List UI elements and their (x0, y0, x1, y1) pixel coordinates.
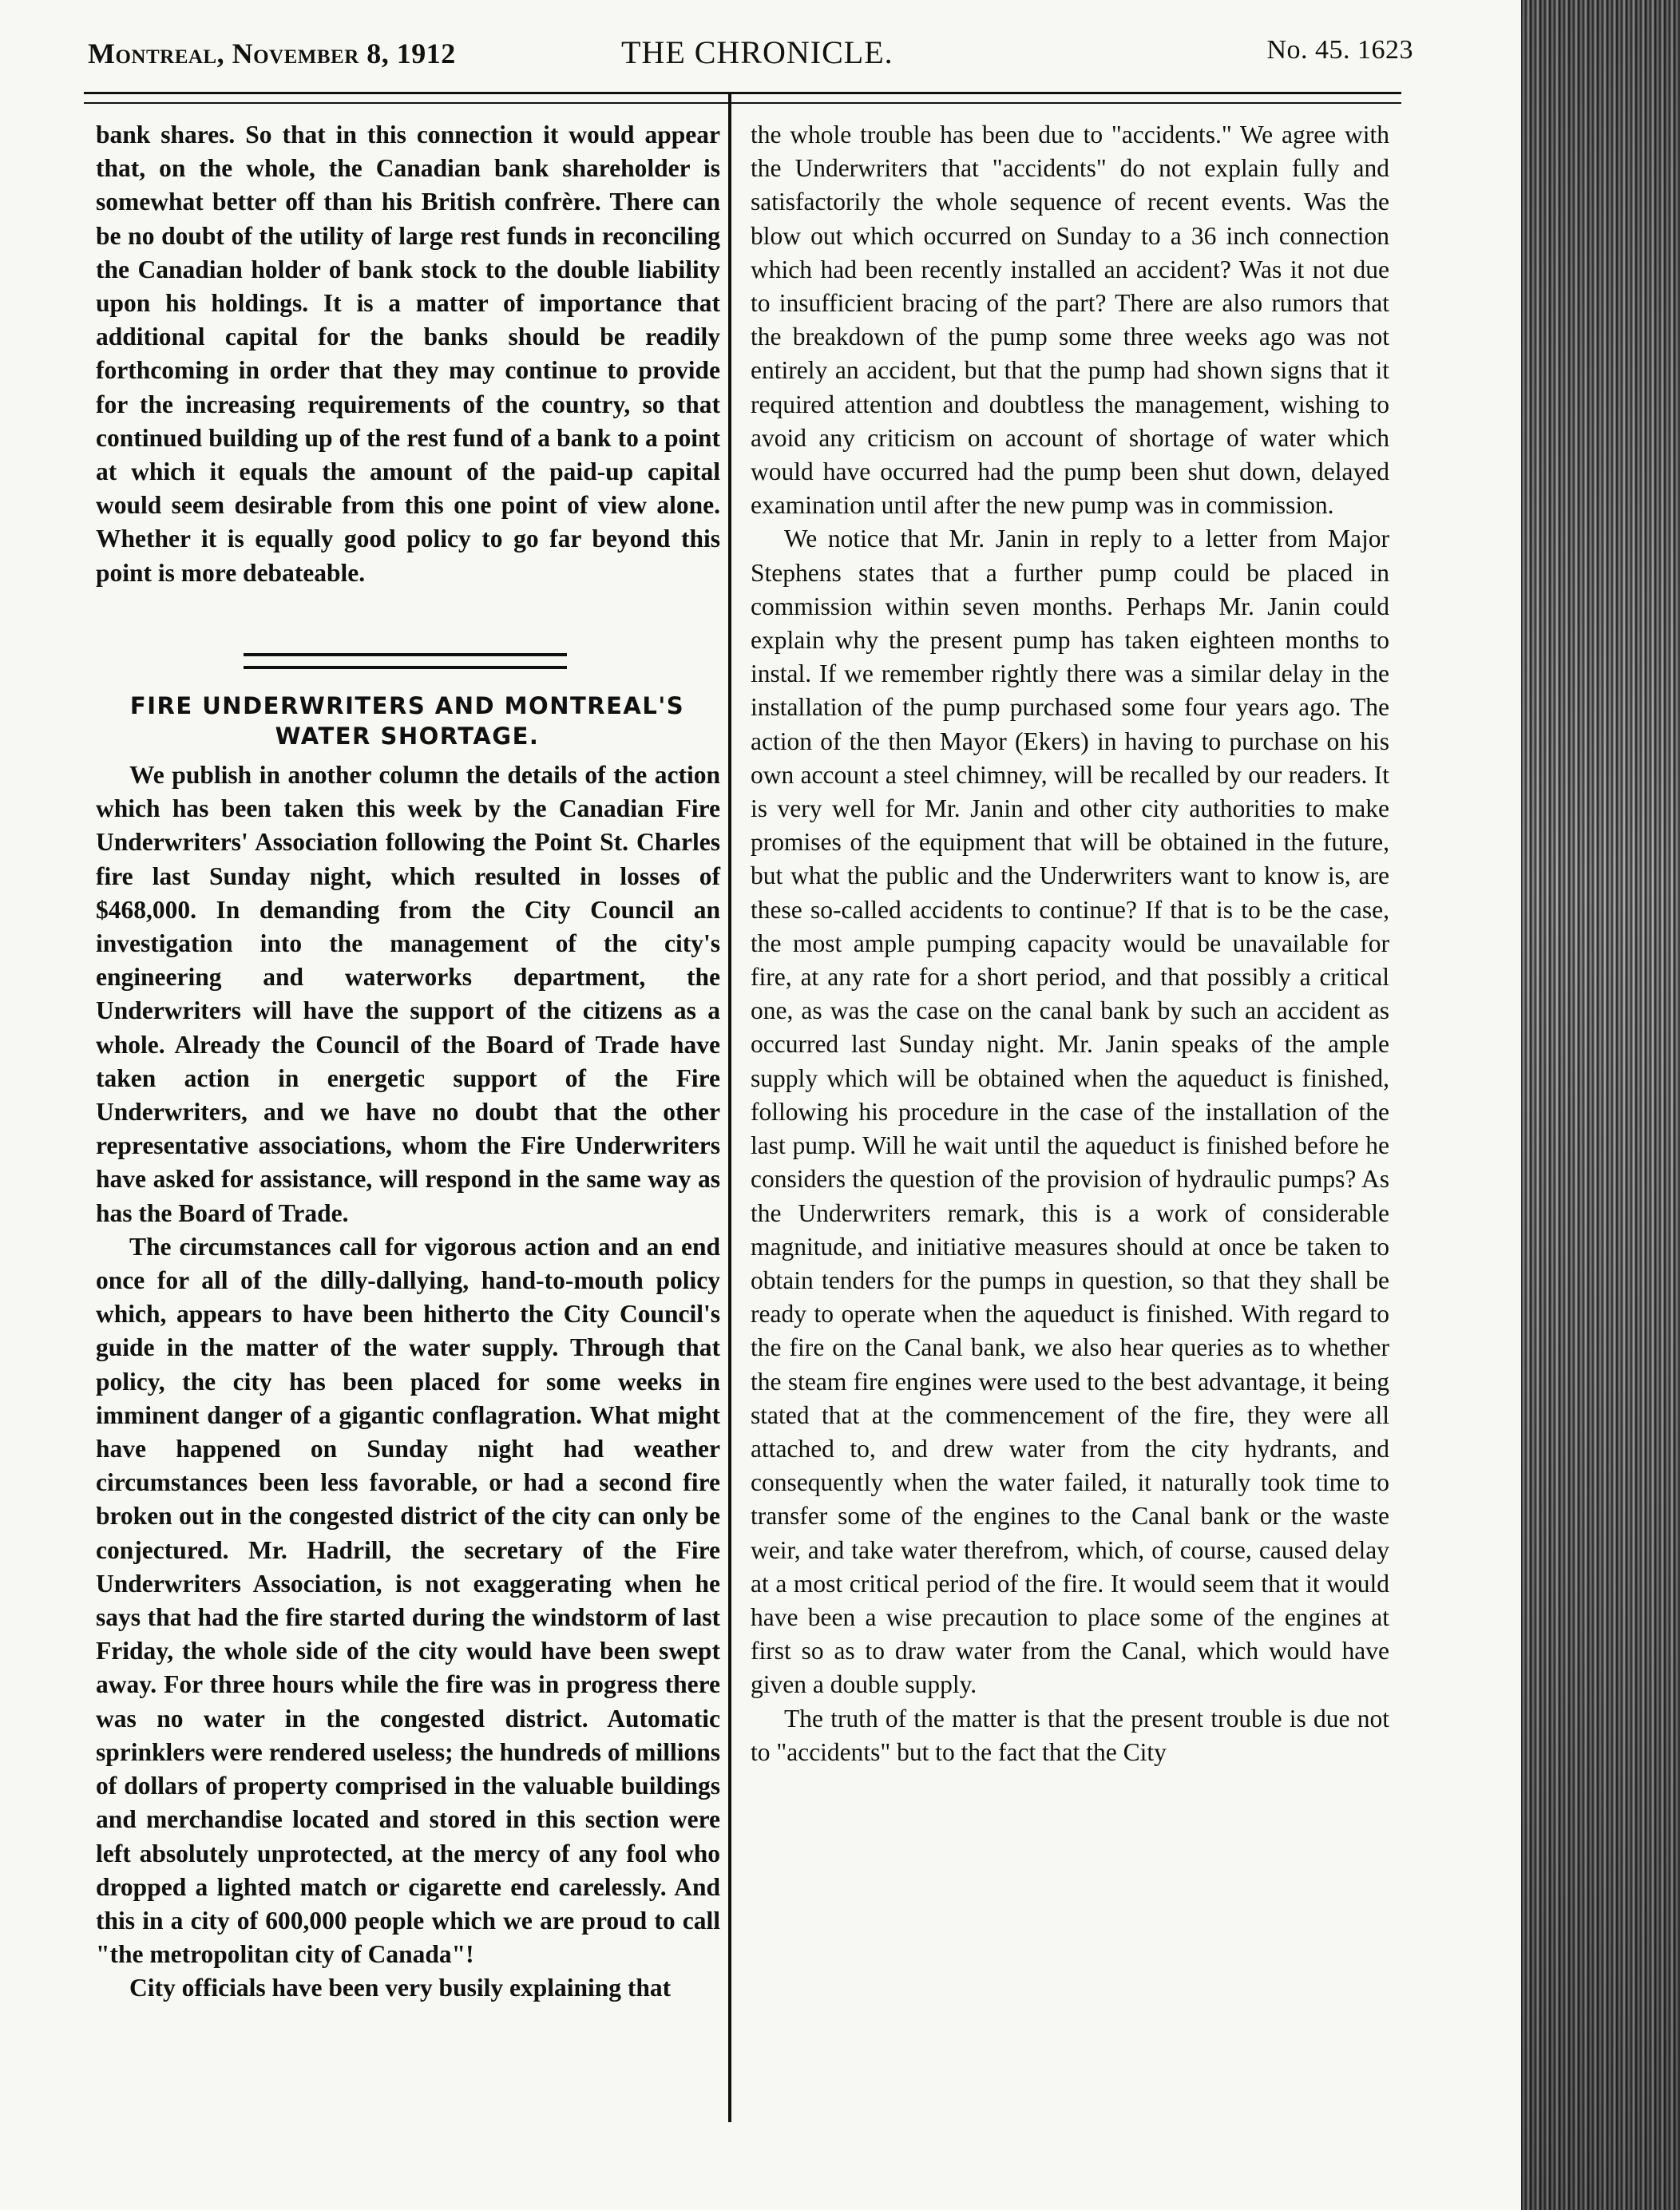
article-paragraph: The truth of the matter is that the present trouble is due not to "accidents" but to the fact that the City (751, 1704, 1389, 1766)
section-divider-rule (244, 653, 567, 669)
book-page-edges (1521, 0, 1680, 2210)
column-divider (728, 94, 731, 2122)
article-paragraph: The circumstances call for vigorous action and an end once for all of the dilly-dallying, hand-to-mouth policy which, appears to have been hitherto the City Council's guide in the matter of the water supply. Through that policy, the city has been placed for some weeks in imminent danger of a gigantic conflagration. What might have happened on Sunday night had weather circumstances been less favorable, or had a second fire broken out in the congested district of the city can only be conjectured. Mr. Hadrill, the secretary of the Fire Underwriters Association, is not exaggerating when he says that had the fire started during the windstorm of last Friday, the whole side of the city would have been swept away. For three hours while the fire was in progress there was no water in the congested district. Automatic sprinklers were rendered useless; the hundreds of millions of dollars of property comprised in the valuable buildings and merchandise located and stored in this section were left absolutely unprotected, at the mercy of any fool who dropped a lighted match or cigarette end carelessly. And this in a city of 600,000 people which we are proud to call "the metropolitan city of Canada"! (96, 1232, 720, 1969)
publication-title: THE CHRONICLE. (621, 34, 893, 70)
article-headline (112, 691, 703, 751)
article-paragraph: the whole trouble has been due to "accidents." We agree with the Underwriters that "accidents" do not explain fully and satisfactorily the whole sequence of recent events. Was the blow out which occurred on Sunday to a 36 inch connection which had been recently installed an accident? Was it not due to insufficient bracing of the part? There are also rumors that the breakdown of the pump some three weeks ago was not entirely an accident, but that the pump had shown signs that it required attention and doubtless the management, wishing to avoid any criticism on account of shortage of water which would have occurred had the pump been shut down, delayed examination until after the new pump was in commission. (751, 121, 1389, 520)
issue-page-number: No. 45. 1623 (1266, 35, 1413, 65)
headline-line-2: WATER SHORTAGE. (275, 723, 540, 750)
headline-line-1: FIRE UNDERWRITERS AND MONTREAL'S (129, 692, 685, 719)
page-header (88, 30, 1413, 78)
left-column-article (96, 758, 720, 2006)
right-column-article (751, 118, 1389, 1769)
article-paragraph: City officials have been very busily explaining that (129, 1974, 672, 2002)
dateline: Montreal, November 8, 1912 (88, 38, 456, 69)
header-double-rule (84, 92, 1401, 104)
left-column-top (96, 118, 720, 590)
article-paragraph: We publish in another column the details of the action which has been taken this week by the Canadian Fire Underwriters' Association following the Point St. Charles fire last Sunday night, which resulted in losses of $468,000. In demanding from the City Council an investigation into the management of the city's engineering and waterworks department, the Underwriters will have the support of the citizens as a whole. Already the Council of the Board of Trade have taken action in energetic support of the Fire Underwriters, and we have no doubt that the other representative associations, whom the Fire Underwriters have asked for assistance, will respond in the same way as has the Board of Trade. (96, 761, 720, 1227)
article-continuation-paragraph: bank shares. So that in this connection it would appear that, on the whole, the Canadian bank shareholder is somewhat better off than his British confrère. There can be no doubt of the utility of large rest funds in reconciling the Canadian holder of bank stock to the double liability upon his holdings. It is a matter of importance that additional capital for the banks should be readily forthcoming in order that they may continue to provide for the increasing requirements of the country, so that continued building up of the rest fund of a bank to a point at which it equals the amount of the paid-up capital would seem desirable from this one point of view alone. Whether it is equally good policy to go far beyond this point is more debateable. (96, 121, 720, 587)
article-paragraph: We notice that Mr. Janin in reply to a letter from Major Stephens states that a further pump could be placed in commission within seven months. Perhaps Mr. Janin could explain why the present pump has taken eighteen months to instal. If we remember rightly there was a similar delay in the installation of the pump purchased some four years ago. The action of the then Mayor (Ekers) in having to purchase on his own account a steel chimney, will be recalled by our readers. It is very well for Mr. Janin and other city authorities to make promises of the equipment that will be obtained in the future, but what the public and the Underwriters want to know is, are these so-called accidents to continue? If that is to be the case, the most ample pumping capacity would be unavailable for fire, at any rate for a short period, and that possibly a critical one, as was the case on the canal bank by such an accident as occurred last Sunday night. Mr. Janin speaks of the ample supply which will be obtained when the aqueduct is finished, following his procedure in the case of the installation of the last pump. Will he wait until the aqueduct is finished before he considers the question of the provision of hydraulic pumps? As the Underwriters remark, this is a work of considerable magnitude, and initiative measures should at once be taken to obtain tenders for the pumps in question, so that they shall be ready to operate when the aqueduct is finished. With regard to the fire on the Canal bank, we also hear queries as to whether the steam fire engines were used to the best advantage, it being stated that at the commencement of the fire, they were all attached to, and drew water from the city hydrants, and consequently when the water failed, it naturally took time to transfer some of the engines to the Canal bank or the waste weir, and take water therefrom, which, of course, caused delay at a most critical period of the fire. It would seem that it would have been a wise precaution to place some of the engines at first so as to draw water from the Canal, which would have given a double supply. (751, 525, 1389, 1699)
